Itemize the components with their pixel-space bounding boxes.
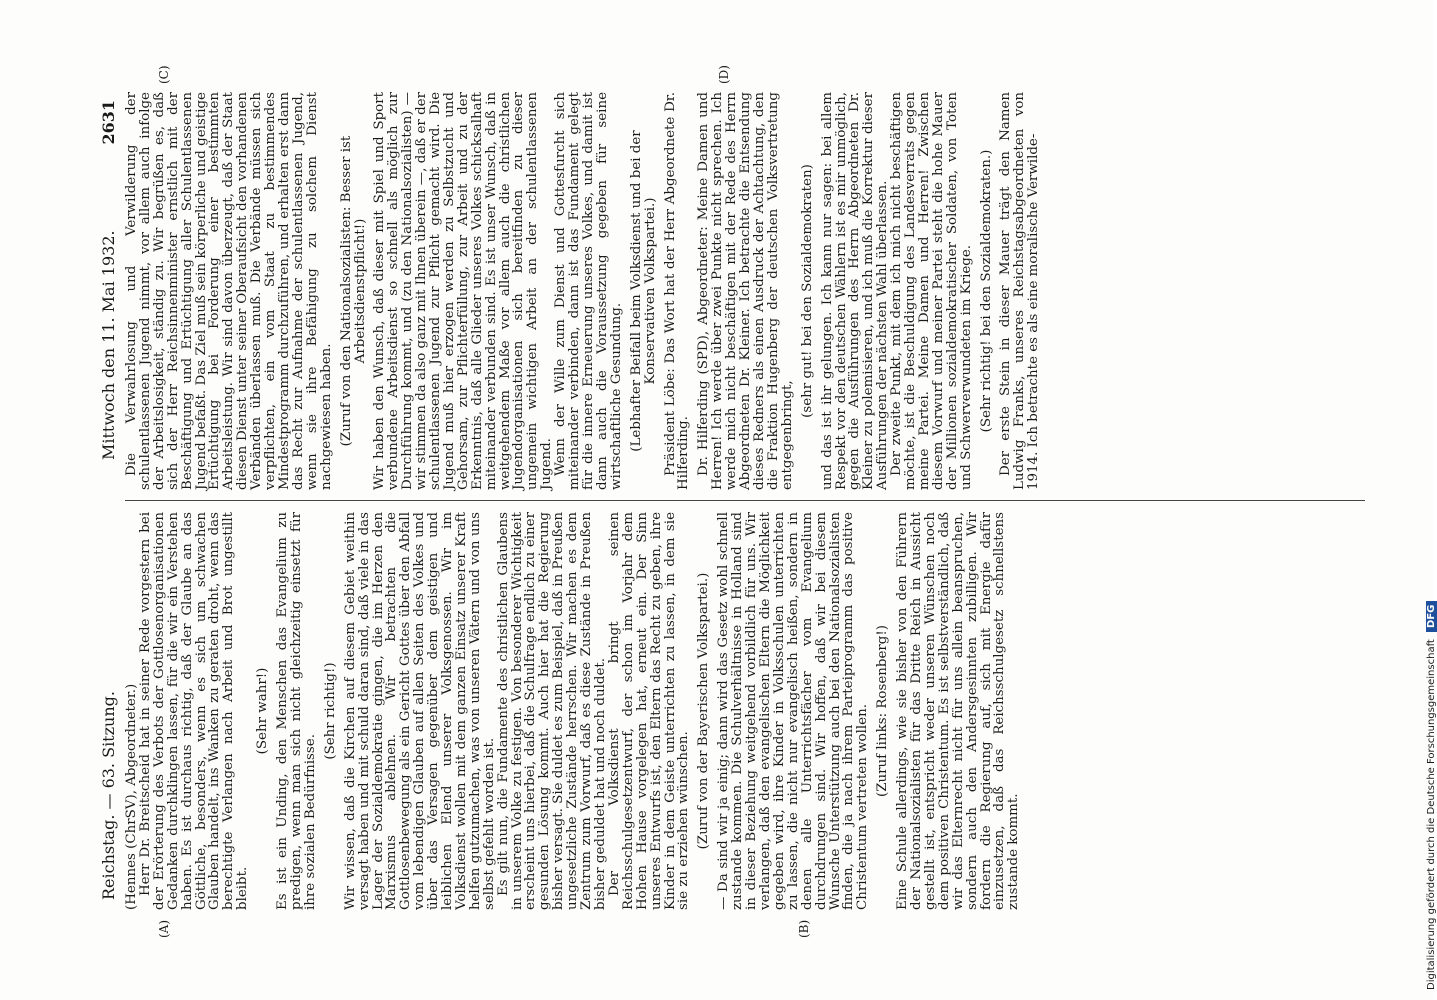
speaker-line: (Hennes (ChrSV), Abgeordneter.): [124, 683, 139, 910]
paragraph: Der erste Stein in dieser Mauer trägt den Namen Ludwig Franks, unseres Reichstagsabgeordneten von 1914. Ich betrachte es als eine moralische Verwilde-: [998, 92, 1042, 490]
interjection: (sehr gut! bei den Sozialdemokraten): [799, 164, 815, 418]
header-left: Reichstag. — 63. Sitzung.: [99, 691, 118, 900]
column-divider: [125, 500, 1365, 501]
paragraph: und das ist ihr gelungen. Ich kann nur sagen: bei allem Respekt vor den deutschen Wählern ist es mir unmöglich, gegen die Ausführungen des Herrn Abgeordneten Dr. Kleiner zu polemisieren, und ich muß die Korrektur dieser Ausführungen der nächsten Wahl überlassen.: [819, 92, 891, 490]
paragraph: Wenn der Wille zum Dienst und Gottesfurcht sich miteinander verbinden, dann ist das Fundament gelegt für die innere Erneuerung unseres Volkes, und damit ist dann auch die Voraussetzung gegeben für seine wirtschaftliche Gesundung.: [553, 92, 624, 490]
rotated-document-page: [97, 65, 1377, 938]
paragraph: Es ist ein Unding, den Menschen das Evangelium zu predigen, wenn man sich nicht gleichzeitig einsetzt für ihre sozialen Bedürfnisse.: [275, 512, 318, 910]
paragraph: Wir haben den Wunsch, daß dieser mit Spiel und Sport verbundene Arbeitsdienst so schnell als möglich zur Durchführung kommt, und (zu den Nationalsozialisten) — wir stimmen da also ganz mit Ihnen überein —, daß er der schulentlassenen Jugend zur Pflicht gemacht wird. Die Jugend muß hier erzogen werden zu Selbstzucht und Gehorsam, zur Pflichterfüllung, zur Arbeit und zu der Erkenntnis, daß alle Glieder unseres Volkes schicksalhaft miteinander verbunden sind. Es ist unser Wunsch, daß in weitgehendem Maße vor allem auch die christlichen Jugendorganisationen sich bereitfinden zu dieser ungemein wichtigen Arbeit an der schulentlassenen Jugend.: [372, 92, 555, 490]
margin-marker-d: (D): [717, 65, 731, 84]
paragraph: Der Volksdienst bringt seinen Reichsschulgesetzentwurf, der schon im Vorjahr dem Hohen Hause vorgelegen hat, erneut ein. Der Sinn unseres Entwurfs ist, den Eltern das Recht zu geben, ihre Kinder in dem Geiste unterrichten zu lassen, in dem sie sie zu erziehen wünschen.: [606, 512, 692, 910]
paragraph: Die Verwahrlosung und Verwilderung der schulentlassenen Jugend nimmt, vor allem auch infolge der Arbeitslosigkeit, ständig zu. Wir begrüßen es, daß sich der Herr Reichsinnenminister ernstlich mit der Beschäftigung und Ertüchtigung aller Schulentlassenen Jugend befaßt. Das Ziel muß sein körperliche und geistige Ertüchtigung bei Forderung einer bestimmten Arbeitsleistung. Wir sind davon überzeugt, daß der Staat diesen Dienst unter seiner Oberaufsicht den vorhandenen Verbänden überlassen muß. Die Verbände müssen sich verpflichten, ein vom Staat zu bestimmendes Mindestprogramm durchzuführen, und erhalten erst dann das Recht zur Aufnahme der schulentlassenen Jugend, wenn sie ihre Befähigung zu solchem Dienst nachgewiesen haben.: [124, 92, 334, 490]
interjection: (Lebhafter Beifall beim Volksdienst und bei der Konservativen Volkspartei.): [628, 130, 658, 452]
funding-sidebar: [1412, 10, 1437, 990]
interjection: (Zuruf von den Nationalsozialisten: Besser ist Arbeitsdienstpflicht!): [338, 135, 368, 447]
margin-marker-b: (B): [797, 919, 811, 938]
paragraph: Es gilt nun, die Fundamente des christlichen Glaubens in unserem Volke zu festigen. Von besonderer Wichtigkeit erscheint uns hierbei, daß die Schulfrage endlich zu einer gesunden Lösung kommt. Auch hier hat die Regierung bisher versagt. Sie duldet es zum Beispiel, daß in Preußen ungesetzliche Zustände herrschen. Wir machen es dem Zentrum zum Vorwurf, daß es diese Zustände in Preußen bisher geduldet hat und noch duldet.: [495, 512, 608, 910]
paragraph: — Da sind wir ja einig; dann wird das Gesetz wohl schnell zustande kommen. Die Schulverhältnisse in Holland sind in dieser Beziehung weitgehend vorbildlich für uns. Wir verlangen, daß den evangelischen Eltern die Möglichkeit gegeben wird, ihre Kinder in Volksschulen unterrichten zu lassen, die nicht nur evangelisch heißen, sondern in denen alle Unterrichtsfächer vom Evangelium durchdrungen sind. Wir hoffen, daß wir bei diesem Wunsche Unterstützung auch bei den Nationalsozialisten finden, die ja nach ihrem Parteiprogramm das positive Christentum vertreten wollen.: [716, 512, 871, 910]
header-date: Mittwoch den 11. Mai 1932.: [99, 230, 118, 460]
text-column-left: [125, 512, 1021, 910]
interjection: (Zuruf links: Rosenberg!): [875, 625, 891, 797]
interjection: (Sehr richtig!): [322, 662, 338, 760]
funding-note: [1426, 10, 1437, 990]
page-number: 2631: [99, 100, 118, 145]
running-header: [97, 90, 123, 910]
interjection: (Sehr richtig! bei den Sozialdemokraten.): [978, 149, 994, 433]
interjection: (Sehr wahr!): [255, 667, 271, 755]
paragraph: Eine Schule allerdings, wie sie bisher von den Führern der Nationalsozialisten für das Dritte Reich in Aussicht gestellt ist, entspricht weder unseren Wünschen noch dem positiven Christentum. Es ist selbstverständlich, daß wir das Elternrecht nicht für uns allein beanspruchen, sondern auch den Andersgesinnten zubilligen. Wir fordern die Regierung auf, sich mit Energie dafür einzusetzen, daß das Reichsschulgesetz schnellstens zustande kommt.: [895, 512, 1022, 910]
paragraph: Herr Dr. Breitscheid hat in seiner Rede vorgestern bei der Erörterung des Verbots der Gottlosenorganisationen Gedanken durchklingen lassen, für die wir ein Verstehen haben. Es ist durchaus richtig, daß der Glaube an das Göttliche, besonders, wenn es sich um schwachen Glauben handelt, ins Wanken zu geraten droht, wenn das berechtigte Verlangen nach Arbeit und Brot ungestillt bleibt.: [137, 512, 251, 910]
paragraph: Der zweite Punkt, mit dem ich mich nicht beschäftigen möchte, ist die Beschuldigung des Landesverrats gegen meine Partei. Meine Damen und Herren! Zwischen diesem Vorwurf und meiner Partei steht die hohe Mauer der Millionen sozialdemokratischer Soldaten, von Toten und Schwerverwundeten im Kriege.: [889, 92, 974, 490]
funding-text: Digitalisierung gefördert durch die Deutsche Forschungsgemeinschaft: [1426, 639, 1437, 990]
text-column-right: [125, 92, 1041, 490]
interjection: (Zuruf von der Bayerischen Volkspartei.): [696, 572, 712, 850]
dfg-logo: DFG: [1426, 601, 1437, 632]
paragraph: Wir wissen, daß die Kirchen auf diesem Gebiet weithin versagt haben und mit schuld daran sind, daß viele in das Lager der Sozialdemokratie gingen, die im Herzen den Marxismus ablehnen. Wir betrachten die Gottlosenbewegung als ein Gericht Gottes über den Abfall vom lebendigen Glauben auf allen Seiten des Volkes und über das Versagen gegenüber dem geistigen und leiblichen Elend unserer Volksgenossen. Wir im Volksdienst wollen mit dem ganzen Einsatz unserer Kraft helfen gutzumachen, was von unseren Vätern und von uns selbst gefehlt worden ist.: [342, 512, 497, 910]
margin-marker-a: (A): [157, 919, 171, 938]
margin-marker-c: (C): [157, 65, 171, 84]
speaker-line: Dr. Hilferding (SPD), Abgeordneter: Meine Damen und Herren! Ich werde über zwei Punkte nicht sprechen. Ich werde mich nicht beschäftigen mit der Rede des Herrn Abgeordneten Dr. Kleiner. Ich betrachte die Entsendung dieses Redners als einen Ausdruck der Achtachtung, den die Fraktion Hugenberg der deutschen Volksvertretung entgegenbringt,: [696, 92, 795, 490]
president-line: Präsident Löbe: Das Wort hat der Herr Abgeordnete Dr. Hilferding.: [662, 92, 692, 490]
